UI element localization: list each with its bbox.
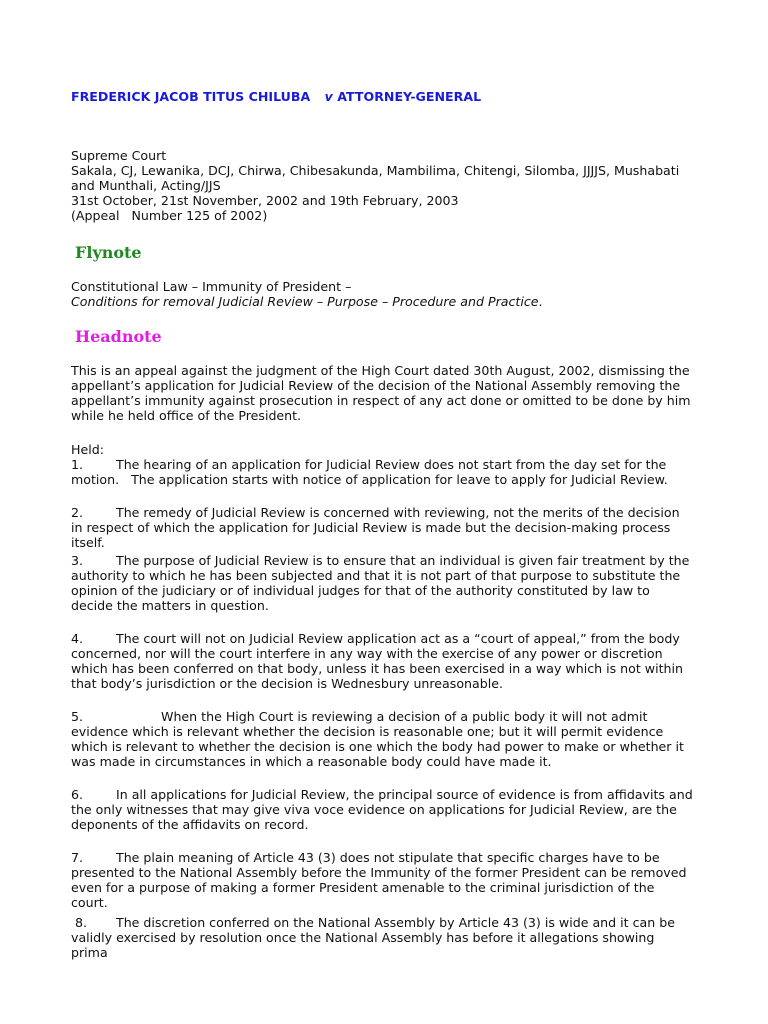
held-point-7 [71, 850, 695, 910]
held-point-text: The remedy of Judicial Review is concerned with reviewing, not the merits of the decision in respect of which the application for Judicial Review is made but the decision-making process itself. [71, 505, 684, 550]
held-point-2 [71, 505, 695, 550]
held-point-number: 8. [75, 915, 88, 930]
held-point-text: The hearing of an application for Judicial Review does not start from the day set for the motion. The application starts with notice of application for leave to apply for Judicial Review. [71, 457, 671, 487]
held-point-text: The court will not on Judicial Review application act as a “court of appeal,” from the body concerned, nor will the court interfere in any way with the exercise of any power or discretion which has been conferred on that body, unless it has been exercised in a way which is not within that body’s jurisdiction or the decision is Wednesbury unreasonable. [71, 631, 688, 691]
held-label: Held: [71, 442, 104, 457]
flynote-line-2-end: . [538, 294, 543, 309]
court-name: Supreme Court [71, 148, 167, 163]
held-point-number: 7. [71, 850, 84, 865]
held-point-text: The discretion conferred on the National Assembly by Article 43 (3) is wide and it can be validly exercised by resolution once the National Assembly has before it allegations showing prima [71, 915, 679, 960]
hearing-dates: 31st October, 21st November, 2002 and 19th February, 2003 [71, 193, 459, 208]
headnote-heading: Headnote [75, 327, 162, 346]
held-point-number: 2. [71, 505, 84, 520]
held-point-number: 4. [71, 631, 84, 646]
case-versus: v [324, 89, 333, 104]
judges-list: Sakala, CJ, Lewanika, DCJ, Chirwa, Chibesakunda, Mambilima, Chitengi, Silomba, JJJJS, Mushabati and Munthali, Acting/JJS [71, 163, 680, 193]
held-point-text: When the High Court is reviewing a decision of a public body it will not admit evidence which is relevant whether the decision is reasonable one; but it will permit evidence which is relevant to whether the decision is one which the body had power to make or whether it was made in circumstances in which a reasonable body could have made it. [71, 709, 688, 769]
held-point-number: 1. [71, 457, 84, 472]
flynote-body [71, 279, 695, 309]
held-point-number: 3. [71, 553, 84, 568]
flynote-line-2 [71, 294, 695, 309]
held-point-text: The plain meaning of Article 43 (3) does not stipulate that specific charges have to be presented to the National Assembly before the Immunity of the former President can be removed even for a purpose of making a former President amenable to the criminal jurisdiction of the court. [71, 850, 691, 910]
flynote-heading: Flynote [75, 243, 142, 262]
case-title [71, 89, 481, 104]
held-point-number: 6. [71, 787, 84, 802]
held-point-4 [71, 631, 695, 691]
case-party-respondent: ATTORNEY-GENERAL [337, 89, 482, 104]
held-point-1 [71, 457, 695, 487]
held-point-text: In all applications for Judicial Review, the principal source of evidence is from affidavits and the only witnesses that may give viva voce evidence on applications for Judicial Review, are the deponents of the affidavits on record. [71, 787, 697, 832]
headnote-intro: This is an appeal against the judgment of the High Court dated 30th August, 2002, dismissing the appellant’s application for Judicial Review of the decision of the National Assembly removing the appellant’s immunity against prosecution in respect of any act done or omitted to be done by him while he held office of the President. [71, 363, 691, 423]
held-point-8 [71, 915, 695, 960]
held-point-5 [71, 709, 695, 769]
held-point-3 [71, 553, 695, 613]
held-point-number: 5. [71, 709, 84, 724]
case-metadata [71, 148, 695, 223]
held-point-text: The purpose of Judicial Review is to ensure that an individual is given fair treatment by the authority to which he has been subjected and that it is not part of that purpose to substitute the opinion of the judiciary or of individual judges for that of the authority constituted by law to decide the matters in question. [71, 553, 694, 613]
flynote-line-1: Constitutional Law – Immunity of President – [71, 279, 352, 294]
appeal-number: (Appeal Number 125 of 2002) [71, 208, 268, 223]
held-point-6 [71, 787, 695, 832]
flynote-line-2-text: Conditions for removal Judicial Review – Purpose – Procedure and Practice [71, 294, 539, 309]
case-party-appellant: FREDERICK JACOB TITUS CHILUBA [71, 89, 311, 104]
